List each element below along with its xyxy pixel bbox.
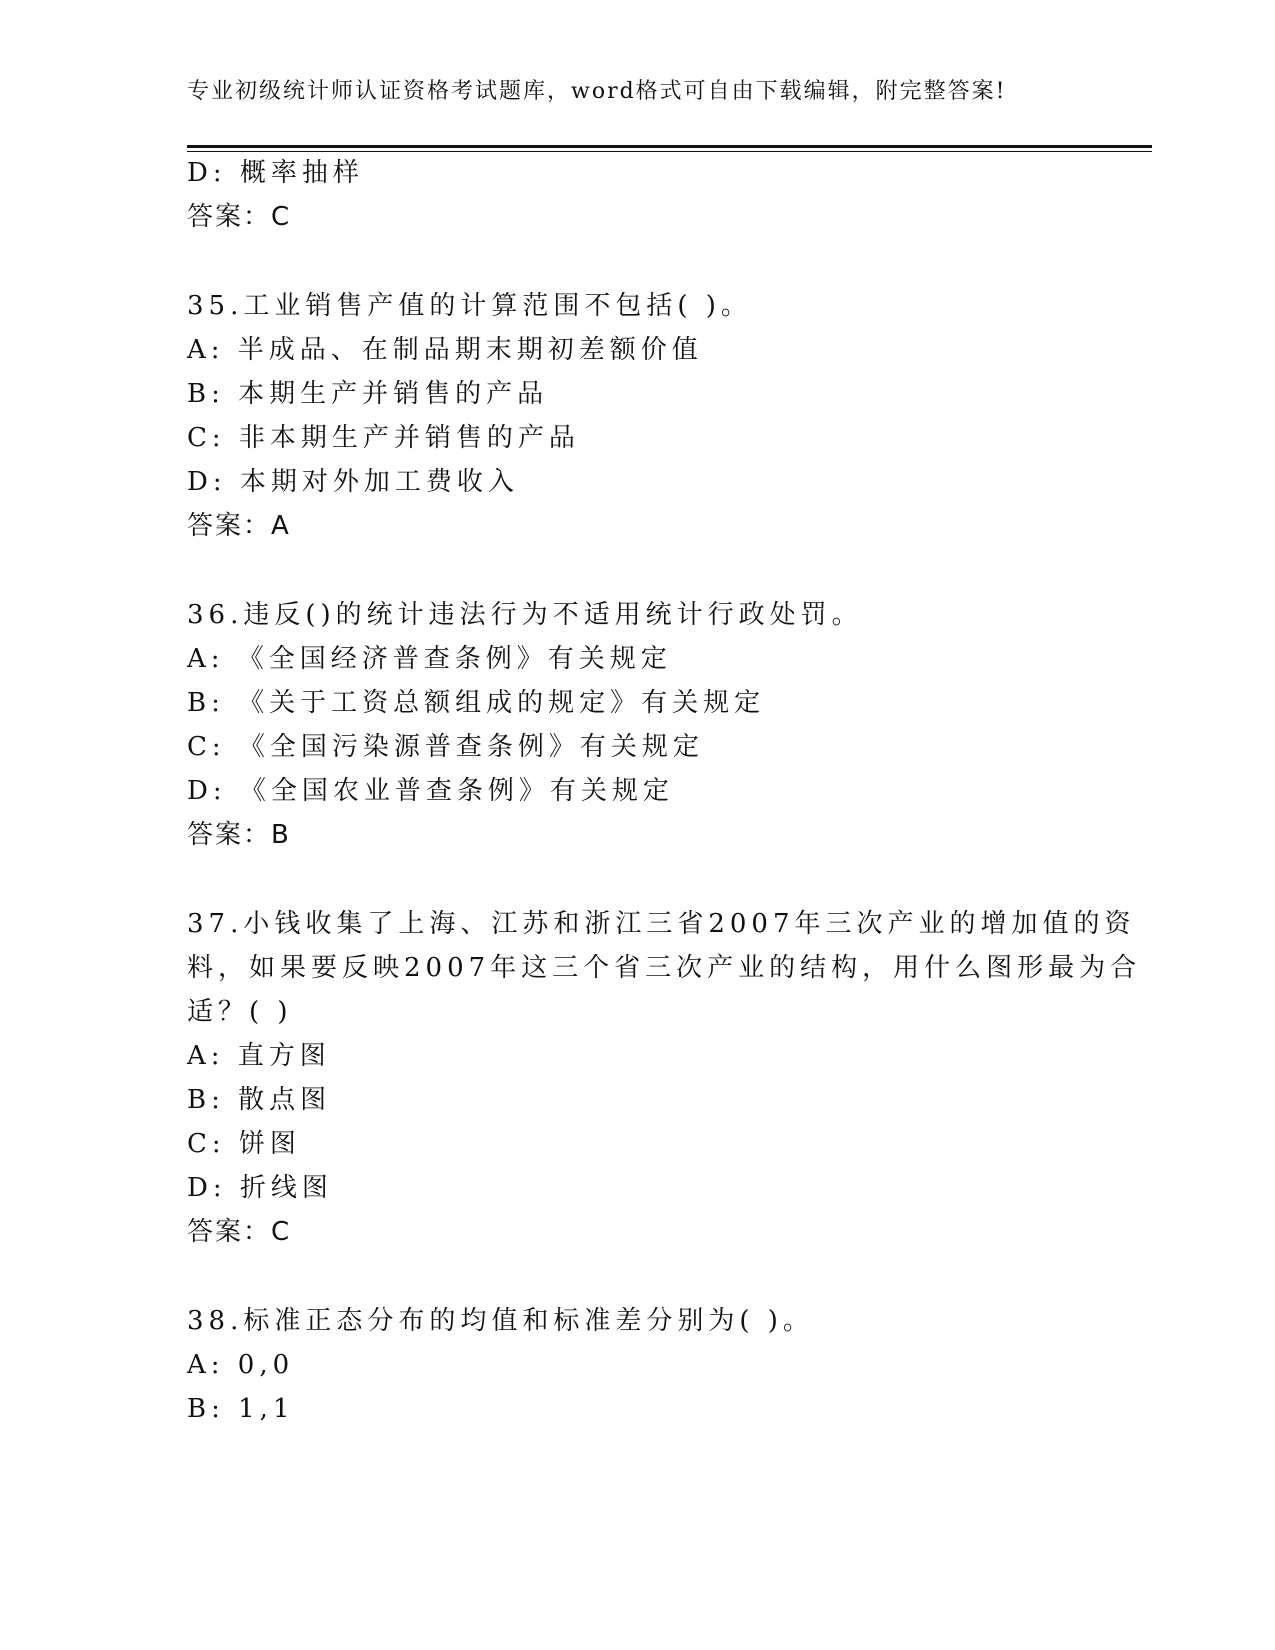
header-rule-thick	[187, 145, 1152, 148]
answer-37: 答案：C	[187, 1217, 292, 1247]
question-35: 35.工业销售产值的计算范围不包括( )。	[187, 291, 752, 321]
option-d-35: D: 本期对外加工费收入	[187, 467, 519, 497]
question-37-line-3: 适？( )	[187, 997, 293, 1027]
option-a-36: A: 《全国经济普查条例》有关规定	[187, 644, 672, 674]
question-36: 36.违反()的统计违法行为不适用统计行政处罚。	[187, 600, 863, 630]
question-37-line-2: 料，如果要反映2007年这三个省三次产业的结构，用什么图形最为合	[187, 953, 1142, 983]
answer-34: 答案：C	[187, 202, 292, 232]
page-header: 专业初级统计师认证资格考试题库，word格式可自由下载编辑，附完整答案!	[187, 79, 1007, 104]
answer-36: 答案：B	[187, 820, 291, 850]
question-38: 38.标准正态分布的均值和标准差分别为( )。	[187, 1306, 814, 1336]
header-rule-thin	[187, 151, 1152, 152]
option-b-35: B: 本期生产并销售的产品	[187, 379, 549, 409]
option-b-38: B: 1,1	[187, 1394, 295, 1424]
option-b-37: B: 散点图	[187, 1085, 332, 1115]
option-d-36: D: 《全国农业普查条例》有关规定	[187, 776, 674, 806]
question-37-line-1: 37.小钱收集了上海、江苏和浙江三省2007年三次产业的增加值的资	[187, 909, 1136, 939]
option-d-37: D: 折线图	[187, 1173, 333, 1203]
option-c-36: C: 《全国污染源普查条例》有关规定	[187, 732, 704, 762]
option-d-34: D: 概率抽样	[187, 158, 364, 188]
option-b-36: B: 《关于工资总额组成的规定》有关规定	[187, 688, 766, 718]
option-c-37: C: 饼图	[187, 1129, 301, 1159]
option-c-35: C: 非本期生产并销售的产品	[187, 423, 580, 453]
option-a-35: A: 半成品、在制品期末期初差额价值	[187, 335, 703, 365]
answer-35: 答案：A	[187, 511, 291, 541]
option-a-38: A: 0,0	[187, 1350, 295, 1380]
option-a-37: A: 直方图	[187, 1041, 331, 1071]
